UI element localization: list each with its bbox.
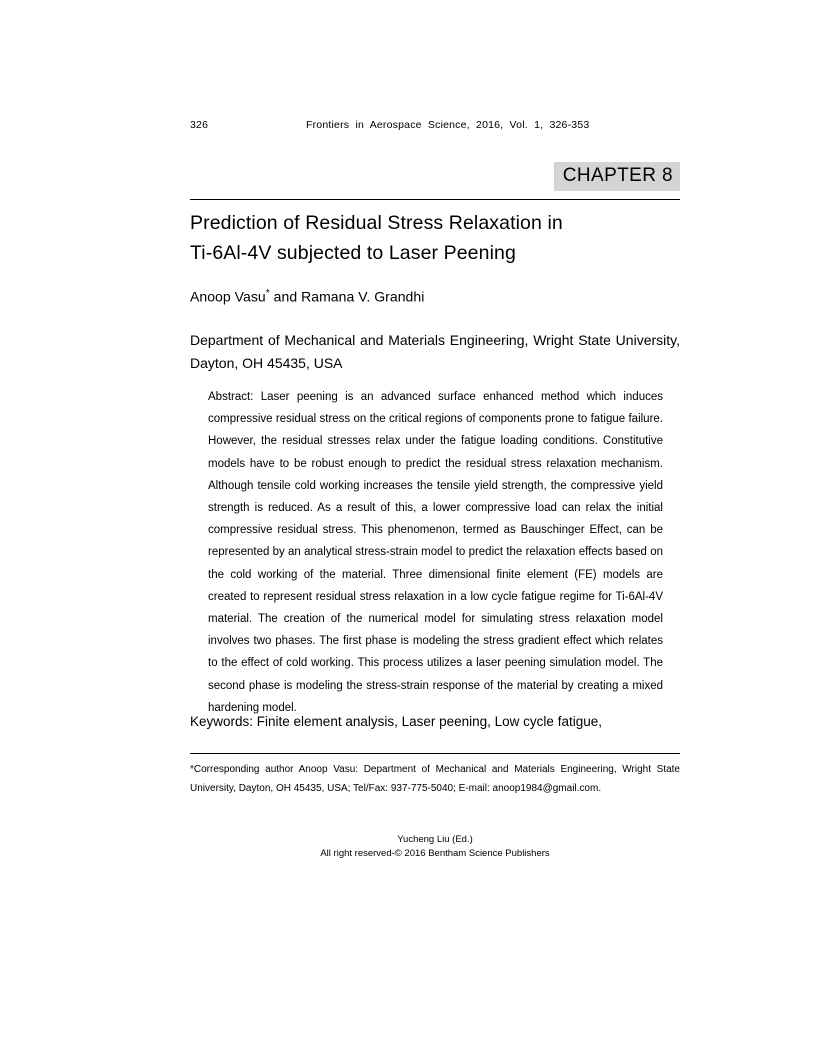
keywords-label: Keywords: [190,714,254,729]
author-affiliation: Department of Mechanical and Materials Engineering, Wright State University, Dayton, OH 45435, USA [190,332,680,371]
title-divider [190,199,680,200]
author-list [190,288,680,305]
title-line-2: Ti-6Al-4V subjected to Laser Peening [190,242,516,264]
page-footer [190,833,680,860]
page-number: 326 [190,119,209,131]
keywords-body: Finite element analysis, Laser peening, Low cycle fatigue, [253,714,602,729]
footer-editor: Yucheng Liu (Ed.) [397,834,473,845]
keywords-section [190,711,680,733]
corresponding-author-mark: * [265,288,270,299]
abstract-body: Laser peening is an advanced surface enhanced method which induces compressive residual stress on the critical regions of components prone to fatigue failure. However, the residual stresses relax under the fatigue loading conditions. Constitutive models have to be robust enough to predict the residual stress relaxation mechanism. Although tensile cold working increases the tensile yield strength, the compressive yield strength is reduced. As a result of this, a lower compressive load can relax the initial compressive residual stress. This phenomenon, termed as Bauschinger Effect, can be represented by an analytical stress-strain model to predict the relaxation effects based on the cold working of the material. Three dimensional finite element (FE) models are created to represent residual stress relaxation in a low cycle fatigue regime for Ti-6Al-4V material. The creation of the numerical model for simulating stress relaxation model involves two phases. The first phase is modeling the stress gradient effect which relates to the effect of cold working. This process utilizes a laser peening simulation model. The second phase is modeling the stress-strain response of the material by creating a mixed hardening model. [208,391,663,714]
journal-reference: Frontiers in Aerospace Science, 2016, Vol. 1, 326-353 [306,119,590,131]
abstract-section [208,386,663,719]
footnote-divider [190,753,680,754]
author-names-secondary: and Ramana V. Grandhi [269,288,425,305]
title-line-1: Prediction of Residual Stress Relaxation in [190,212,563,234]
author-names-primary: Anoop Vasu [190,288,266,305]
footer-rights: All right reserved-© 2016 Bentham Science Publishers [320,847,550,859]
abstract-label: Abstract: [208,391,254,403]
page-title [190,208,680,268]
corresponding-author-footnote: *Corresponding author Anoop Vasu: Department of Mechanical and Materials Engineering, Wright State University, Dayton, OH 45435, USA; Tel/Fax: 937-775-5040; E-mail: anoop1984@gmail.com. [190,764,680,794]
chapter-badge: CHAPTER 8 [554,162,680,191]
